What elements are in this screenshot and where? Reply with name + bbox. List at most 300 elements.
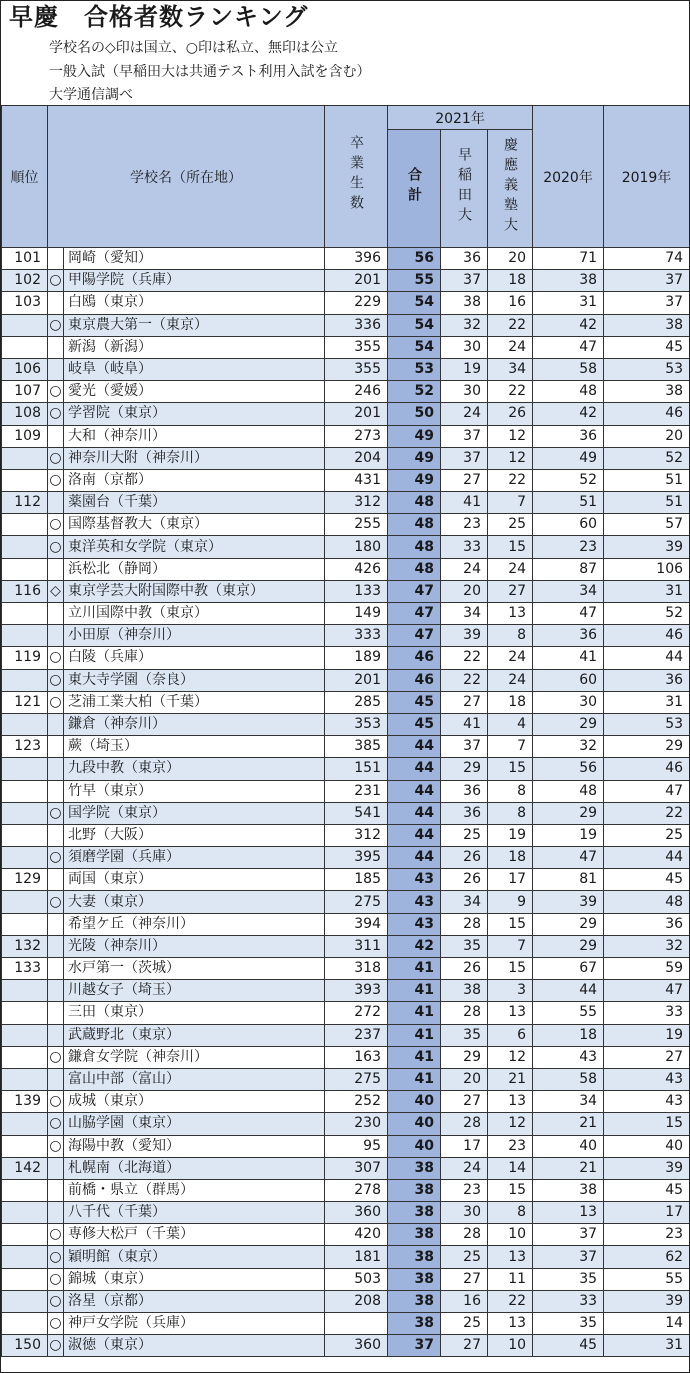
waseda-cell: 34: [441, 891, 488, 913]
waseda-cell: 28: [441, 1224, 488, 1246]
rank-cell: [2, 1068, 48, 1090]
school-type-mark: [48, 248, 64, 270]
school-name-cell: 大妻（東京）: [64, 891, 325, 913]
school-type-mark: [48, 1002, 64, 1024]
waseda-cell: 36: [441, 248, 488, 270]
school-type-mark: ○: [48, 891, 64, 913]
rank-cell: [2, 847, 48, 869]
graduates-cell: 396: [325, 248, 388, 270]
keio-cell: 11: [488, 1268, 533, 1290]
total-cell: 44: [388, 847, 441, 869]
year-2019-cell: 51: [604, 492, 690, 514]
waseda-cell: 26: [441, 869, 488, 891]
total-cell: 43: [388, 891, 441, 913]
school-type-mark: ○: [48, 669, 64, 691]
graduates-cell: 431: [325, 469, 388, 491]
school-name-cell: 芝浦工業大柏（千葉）: [64, 691, 325, 713]
waseda-cell: 35: [441, 1024, 488, 1046]
table-row: [2, 1068, 690, 1090]
total-cell: 41: [388, 1002, 441, 1024]
school-name-cell: 両国（東京）: [64, 869, 325, 891]
rank-cell: [2, 536, 48, 558]
school-type-mark: ○: [48, 514, 64, 536]
school-type-mark: ○: [48, 1113, 64, 1135]
table-row: [2, 1024, 690, 1046]
year-2020-cell: 21: [533, 1113, 604, 1135]
year-2019-cell: 74: [604, 248, 690, 270]
keio-cell: 13: [488, 1091, 533, 1113]
graduates-cell: 353: [325, 713, 388, 735]
school-type-mark: [48, 603, 64, 625]
rank-cell: [2, 1024, 48, 1046]
waseda-cell: 27: [441, 1091, 488, 1113]
table-row: [2, 758, 690, 780]
school-type-mark: ○: [48, 403, 64, 425]
keio-cell: 16: [488, 292, 533, 314]
school-type-mark: [48, 358, 64, 380]
school-name-cell: 東大寺学園（奈良）: [64, 669, 325, 691]
graduates-cell: 180: [325, 536, 388, 558]
keio-cell: 18: [488, 691, 533, 713]
year-2019-cell: 39: [604, 1290, 690, 1312]
school-name-cell: 富山中部（富山）: [64, 1068, 325, 1090]
total-cell: 47: [388, 603, 441, 625]
keio-cell: 13: [488, 1002, 533, 1024]
year-2019-cell: 48: [604, 891, 690, 913]
year-2020-cell: 47: [533, 336, 604, 358]
year-2019-cell: 47: [604, 780, 690, 802]
year-2019-cell: 62: [604, 1246, 690, 1268]
school-name-cell: 三田（東京）: [64, 1002, 325, 1024]
rank-cell: [2, 891, 48, 913]
school-name-cell: 淑徳（東京）: [64, 1335, 325, 1357]
year-2019-cell: 22: [604, 802, 690, 824]
rank-cell: 150: [2, 1335, 48, 1357]
school-type-mark: ○: [48, 1091, 64, 1113]
year-2020-cell: 39: [533, 891, 604, 913]
rank-cell: 103: [2, 292, 48, 314]
year-2020-cell: 21: [533, 1157, 604, 1179]
total-cell: 41: [388, 958, 441, 980]
year-2019-cell: 39: [604, 536, 690, 558]
keio-cell: 24: [488, 647, 533, 669]
school-name-cell: 川越女子（埼玉）: [64, 980, 325, 1002]
waseda-cell: 20: [441, 1068, 488, 1090]
table-row: [2, 1113, 690, 1135]
year-2019-cell: 31: [604, 580, 690, 602]
waseda-cell: 22: [441, 647, 488, 669]
year-2019-cell: 23: [604, 1224, 690, 1246]
year-2019-cell: 31: [604, 691, 690, 713]
rank-cell: [2, 913, 48, 935]
total-cell: 43: [388, 913, 441, 935]
graduates-cell: 311: [325, 935, 388, 957]
waseda-cell: 27: [441, 1268, 488, 1290]
rank-cell: 112: [2, 492, 48, 514]
table-row: [2, 802, 690, 824]
school-type-mark: ○: [48, 802, 64, 824]
school-type-mark: [48, 1157, 64, 1179]
rank-cell: [2, 558, 48, 580]
keio-cell: 24: [488, 669, 533, 691]
year-2020-cell: 36: [533, 625, 604, 647]
waseda-cell: 34: [441, 603, 488, 625]
keio-cell: 8: [488, 625, 533, 647]
year-2019-cell: 20: [604, 425, 690, 447]
year-2020-cell: 42: [533, 403, 604, 425]
waseda-cell: 16: [441, 1290, 488, 1312]
keio-cell: 19: [488, 824, 533, 846]
graduates-cell: 394: [325, 913, 388, 935]
table-row: [2, 669, 690, 691]
school-name-cell: 専修大松戸（千葉）: [64, 1224, 325, 1246]
keio-cell: 24: [488, 336, 533, 358]
waseda-cell: 37: [441, 736, 488, 758]
school-name-cell: 鎌倉（神奈川）: [64, 713, 325, 735]
table-row: [2, 1046, 690, 1068]
year-2020-cell: 29: [533, 713, 604, 735]
keio-cell: 12: [488, 1113, 533, 1135]
waseda-cell: 26: [441, 958, 488, 980]
table-row: [2, 1179, 690, 1201]
year-2020-cell: 37: [533, 1246, 604, 1268]
school-type-mark: [48, 1202, 64, 1224]
year-2019-cell: 33: [604, 1002, 690, 1024]
table-row: [2, 1091, 690, 1113]
table-row: [2, 1002, 690, 1024]
rank-cell: [2, 514, 48, 536]
graduates-cell: 255: [325, 514, 388, 536]
table-head: [2, 106, 690, 248]
year-2019-cell: 51: [604, 469, 690, 491]
graduates-cell: 541: [325, 802, 388, 824]
year-2020-cell: 55: [533, 1002, 604, 1024]
graduates-cell: 246: [325, 381, 388, 403]
table-row: [2, 536, 690, 558]
school-name-cell: 岡崎（愛知）: [64, 248, 325, 270]
rank-cell: 107: [2, 381, 48, 403]
keio-cell: 18: [488, 847, 533, 869]
year-2019-cell: 45: [604, 1179, 690, 1201]
keio-cell: 9: [488, 891, 533, 913]
school-name-cell: 大和（神奈川）: [64, 425, 325, 447]
total-cell: 38: [388, 1202, 441, 1224]
school-type-mark: [48, 1179, 64, 1201]
graduates-cell: 181: [325, 1246, 388, 1268]
year-2020-cell: 29: [533, 802, 604, 824]
year-2020-cell: 34: [533, 580, 604, 602]
waseda-cell: 17: [441, 1135, 488, 1157]
school-type-mark: ○: [48, 314, 64, 336]
school-name-cell: 光陵（神奈川）: [64, 935, 325, 957]
year-2020-cell: 31: [533, 292, 604, 314]
year-2019-cell: 37: [604, 270, 690, 292]
keio-cell: 24: [488, 558, 533, 580]
year-2020-cell: 47: [533, 847, 604, 869]
school-name-cell: 成城（東京）: [64, 1091, 325, 1113]
total-cell: 38: [388, 1290, 441, 1312]
school-name-cell: 蕨（埼玉）: [64, 736, 325, 758]
header-2020: 2020年: [533, 106, 604, 248]
graduates-cell: 252: [325, 1091, 388, 1113]
school-name-cell: 白陵（兵庫）: [64, 647, 325, 669]
year-2019-cell: 38: [604, 381, 690, 403]
keio-cell: 7: [488, 935, 533, 957]
rank-cell: [2, 1002, 48, 1024]
school-type-mark: ○: [48, 1313, 64, 1335]
keio-cell: 15: [488, 1179, 533, 1201]
total-cell: 44: [388, 736, 441, 758]
waseda-cell: 29: [441, 758, 488, 780]
graduates-cell: 201: [325, 669, 388, 691]
graduates-cell: 307: [325, 1157, 388, 1179]
header-keio: 慶應義塾大: [488, 130, 533, 248]
table-row: [2, 913, 690, 935]
school-name-cell: 洛星（京都）: [64, 1290, 325, 1312]
waseda-cell: 36: [441, 802, 488, 824]
graduates-cell: 151: [325, 758, 388, 780]
rank-cell: 133: [2, 958, 48, 980]
year-2019-cell: 47: [604, 980, 690, 1002]
year-2020-cell: 43: [533, 1046, 604, 1068]
year-2019-cell: 59: [604, 958, 690, 980]
waseda-cell: 41: [441, 492, 488, 514]
year-2019-cell: 53: [604, 358, 690, 380]
year-2019-cell: 29: [604, 736, 690, 758]
graduates-cell: 189: [325, 647, 388, 669]
year-2020-cell: 40: [533, 1135, 604, 1157]
total-cell: 48: [388, 558, 441, 580]
school-type-mark: ○: [48, 1224, 64, 1246]
school-name-cell: 立川国際中教（東京）: [64, 603, 325, 625]
year-2020-cell: 60: [533, 669, 604, 691]
total-cell: 42: [388, 935, 441, 957]
table-row: [2, 1157, 690, 1179]
keio-cell: 12: [488, 425, 533, 447]
year-2020-cell: 33: [533, 1290, 604, 1312]
year-2020-cell: 29: [533, 935, 604, 957]
waseda-cell: 36: [441, 780, 488, 802]
table-row: [2, 1290, 690, 1312]
rank-cell: [2, 625, 48, 647]
school-name-cell: 国際基督教大（東京）: [64, 514, 325, 536]
school-type-mark: [48, 869, 64, 891]
table-row: [2, 358, 690, 380]
year-2019-cell: 55: [604, 1268, 690, 1290]
school-name-cell: 洛南（京都）: [64, 469, 325, 491]
keio-cell: 12: [488, 1046, 533, 1068]
total-cell: 49: [388, 425, 441, 447]
table-row: [2, 314, 690, 336]
rank-cell: [2, 758, 48, 780]
school-name-cell: 山脇学園（東京）: [64, 1113, 325, 1135]
year-2020-cell: 18: [533, 1024, 604, 1046]
graduates-cell: 355: [325, 336, 388, 358]
school-type-mark: [48, 1024, 64, 1046]
keio-cell: 23: [488, 1135, 533, 1157]
rank-cell: [2, 469, 48, 491]
table-row: [2, 580, 690, 602]
waseda-cell: 24: [441, 1157, 488, 1179]
keio-cell: 27: [488, 580, 533, 602]
school-name-cell: 八千代（千葉）: [64, 1202, 325, 1224]
year-2020-cell: 44: [533, 980, 604, 1002]
school-name-cell: 国学院（東京）: [64, 802, 325, 824]
rank-cell: 102: [2, 270, 48, 292]
graduates-cell: 385: [325, 736, 388, 758]
year-2020-cell: 56: [533, 758, 604, 780]
school-type-mark: ○: [48, 447, 64, 469]
rank-cell: 119: [2, 647, 48, 669]
school-type-mark: [48, 336, 64, 358]
year-2020-cell: 42: [533, 314, 604, 336]
graduates-cell: 185: [325, 869, 388, 891]
table-row: [2, 869, 690, 891]
keio-cell: 25: [488, 514, 533, 536]
year-2020-cell: 60: [533, 514, 604, 536]
year-2020-cell: 71: [533, 248, 604, 270]
total-cell: 53: [388, 358, 441, 380]
school-type-mark: ○: [48, 1290, 64, 1312]
school-type-mark: ○: [48, 469, 64, 491]
school-name-cell: 東洋英和女学院（東京）: [64, 536, 325, 558]
school-name-cell: 竹早（東京）: [64, 780, 325, 802]
table-row: [2, 780, 690, 802]
school-name-cell: 小田原（神奈川）: [64, 625, 325, 647]
year-2020-cell: 52: [533, 469, 604, 491]
year-2020-cell: 81: [533, 869, 604, 891]
total-cell: 48: [388, 492, 441, 514]
rank-cell: 121: [2, 691, 48, 713]
school-name-cell: 武蔵野北（東京）: [64, 1024, 325, 1046]
rank-cell: [2, 314, 48, 336]
table-row: [2, 824, 690, 846]
table-row: [2, 625, 690, 647]
rank-cell: [2, 1202, 48, 1224]
year-2019-cell: 46: [604, 625, 690, 647]
graduates-cell: 426: [325, 558, 388, 580]
total-cell: 49: [388, 447, 441, 469]
rank-cell: [2, 1046, 48, 1068]
table-row: [2, 1335, 690, 1357]
waseda-cell: 27: [441, 1335, 488, 1357]
year-2020-cell: 67: [533, 958, 604, 980]
keio-cell: 22: [488, 314, 533, 336]
graduates-cell: 360: [325, 1335, 388, 1357]
school-type-mark: ○: [48, 381, 64, 403]
year-2019-cell: 46: [604, 758, 690, 780]
total-cell: 38: [388, 1157, 441, 1179]
table-row: [2, 514, 690, 536]
total-cell: 41: [388, 980, 441, 1002]
school-name-cell: 水戸第一（茨城）: [64, 958, 325, 980]
school-name-cell: 白鴎（東京）: [64, 292, 325, 314]
keio-cell: 12: [488, 447, 533, 469]
table-row: [2, 1135, 690, 1157]
total-cell: 38: [388, 1224, 441, 1246]
waseda-cell: 33: [441, 536, 488, 558]
rank-cell: [2, 802, 48, 824]
total-cell: 43: [388, 869, 441, 891]
table-row: [2, 270, 690, 292]
year-2019-cell: 15: [604, 1113, 690, 1135]
keio-cell: 15: [488, 913, 533, 935]
table-row: [2, 1246, 690, 1268]
year-2020-cell: 58: [533, 358, 604, 380]
keio-cell: 3: [488, 980, 533, 1002]
rank-cell: [2, 1268, 48, 1290]
year-2020-cell: 35: [533, 1268, 604, 1290]
year-2019-cell: 52: [604, 603, 690, 625]
school-name-cell: 北野（大阪）: [64, 824, 325, 846]
total-cell: 41: [388, 1068, 441, 1090]
year-2020-cell: 19: [533, 824, 604, 846]
waseda-cell: 30: [441, 1202, 488, 1224]
school-name-cell: 穎明館（東京）: [64, 1246, 325, 1268]
school-name-cell: 鎌倉女学院（神奈川）: [64, 1046, 325, 1068]
school-type-mark: [48, 492, 64, 514]
table-row: [2, 958, 690, 980]
school-name-cell: 岐阜（岐阜）: [64, 358, 325, 380]
graduates-cell: 273: [325, 425, 388, 447]
waseda-cell: 26: [441, 847, 488, 869]
graduates-cell: 275: [325, 1068, 388, 1090]
waseda-cell: 24: [441, 558, 488, 580]
total-cell: 44: [388, 802, 441, 824]
table-row: [2, 935, 690, 957]
waseda-cell: 32: [441, 314, 488, 336]
school-name-cell: 海陽中教（愛知）: [64, 1135, 325, 1157]
table-row: [2, 248, 690, 270]
header-school: 学校名（所在地）: [48, 106, 325, 248]
school-name-cell: 東京学芸大附国際中教（東京）: [64, 580, 325, 602]
school-name-cell: 薬園台（千葉）: [64, 492, 325, 514]
total-cell: 38: [388, 1179, 441, 1201]
table-row: [2, 1313, 690, 1335]
total-cell: 37: [388, 1335, 441, 1357]
table-row: [2, 336, 690, 358]
school-type-mark: ○: [48, 847, 64, 869]
waseda-cell: 23: [441, 1179, 488, 1201]
waseda-cell: 24: [441, 403, 488, 425]
total-cell: 55: [388, 270, 441, 292]
total-cell: 40: [388, 1091, 441, 1113]
graduates-cell: 278: [325, 1179, 388, 1201]
table-row: [2, 891, 690, 913]
total-cell: 52: [388, 381, 441, 403]
rank-cell: [2, 1246, 48, 1268]
year-2019-cell: 45: [604, 869, 690, 891]
total-cell: 44: [388, 758, 441, 780]
school-name-cell: 前橋・県立（群馬）: [64, 1179, 325, 1201]
total-cell: 54: [388, 292, 441, 314]
header-waseda: 早稲田大: [441, 130, 488, 248]
keio-cell: 18: [488, 270, 533, 292]
graduates-cell: 163: [325, 1046, 388, 1068]
year-2019-cell: 44: [604, 647, 690, 669]
page-title: 早慶 合格者数ランキング: [9, 3, 309, 31]
graduates-cell: 360: [325, 1202, 388, 1224]
total-cell: 38: [388, 1246, 441, 1268]
total-cell: 49: [388, 469, 441, 491]
year-2019-cell: 25: [604, 824, 690, 846]
year-2020-cell: 38: [533, 270, 604, 292]
header-2021: 2021年: [388, 106, 533, 130]
rank-cell: 142: [2, 1157, 48, 1179]
graduates-cell: 336: [325, 314, 388, 336]
graduates-cell: 204: [325, 447, 388, 469]
waseda-cell: 30: [441, 336, 488, 358]
